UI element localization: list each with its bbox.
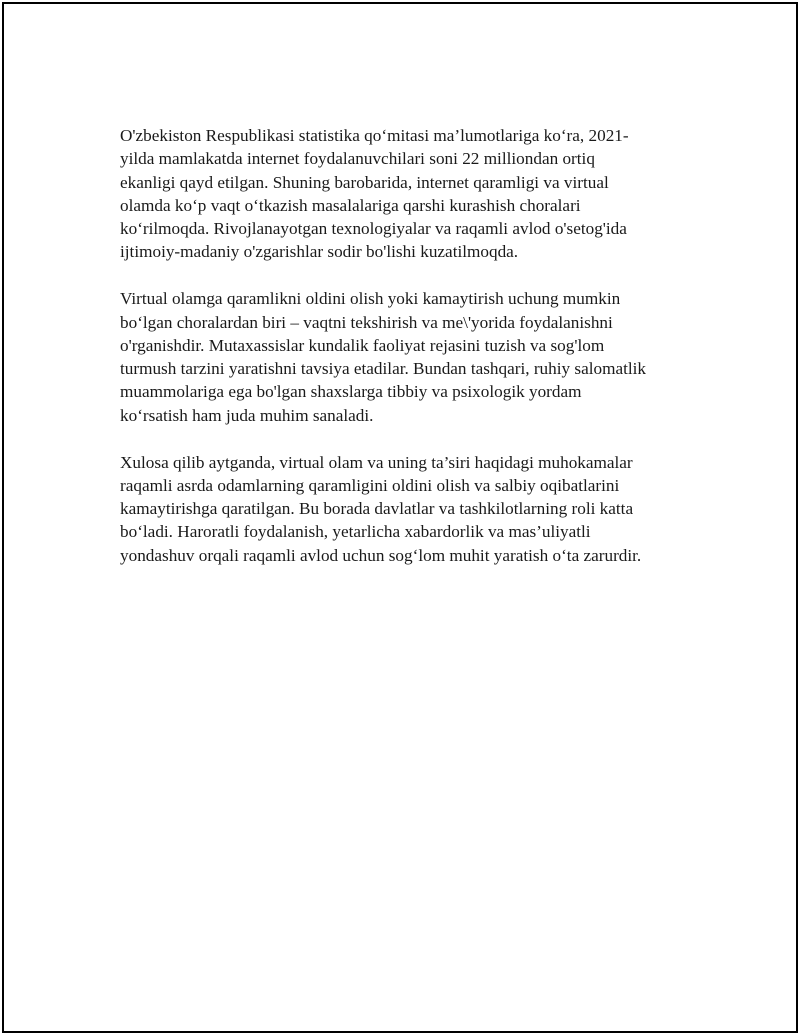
paragraph-2: [120, 287, 680, 427]
text-line: bo‘ladi. Haroratli foydalanish, yetarlicha xabardorlik va mas’uliyatli: [120, 522, 591, 542]
text-line: raqamli asrda odamlarning qaramligini oldini olish va salbiy oqibatlarini: [120, 475, 620, 495]
text-line: yondashuv orqali raqamli avlod uchun sog‘lom muhit yaratish o‘ta zarurdir.: [120, 545, 642, 565]
text-line: ekanligi qayd etilgan. Shuning barobarida, internet qaramligi va virtual: [120, 172, 609, 192]
text-line: yilda mamlakatda internet foydalanuvchilari soni 22 milliondan ortiq: [120, 149, 595, 169]
text-line: o'rganishdir. Mutaxassislar kundalik faoliyat rejasini tuzish va sog'lom: [120, 335, 605, 355]
text-line: O'zbekiston Respublikasi statistika qo‘mitasi ma’lumotlariga ko‘ra, 2021-: [120, 126, 629, 145]
text-line: Xulosa qilib aytganda, virtual olam va uning ta’siri haqidagi muhokamalar: [120, 452, 633, 472]
paragraph-3: [120, 451, 680, 567]
text-line: kamaytirishga qaratilgan. Bu borada davlatlar va tashkilotlarning roli katta: [120, 499, 634, 519]
text-line: Virtual olamga qaramlikni oldini olish yoki kamaytirish uchung mumkin: [120, 289, 621, 309]
text-line: olamda ko‘p vaqt o‘tkazish masalalariga qarshi kurashish choralari: [120, 195, 581, 215]
paragraph-1: [120, 124, 680, 264]
document-body: [120, 124, 680, 591]
text-line: ijtimoiy-madaniy o'zgarishlar sodir bo'lishi kuzatilmoqda.: [120, 242, 519, 262]
text-line: ko‘rilmoqda. Rivojlanayotgan texnologiyalar va raqamli avlod o'setog'ida: [120, 219, 627, 239]
text-line: muammolariga ega bo'lgan shaxslarga tibbiy va psixologik yordam: [120, 382, 582, 402]
text-line: ko‘rsatish ham juda muhim sanaladi.: [120, 405, 374, 425]
text-line: bo‘lgan choralardan biri – vaqtni tekshirish va me\'yorida foydalanishni: [120, 312, 613, 332]
text-line: turmush tarzini yaratishni tavsiya etadilar. Bundan tashqari, ruhiy salomatlik: [120, 359, 647, 379]
document-page: [2, 2, 798, 1033]
